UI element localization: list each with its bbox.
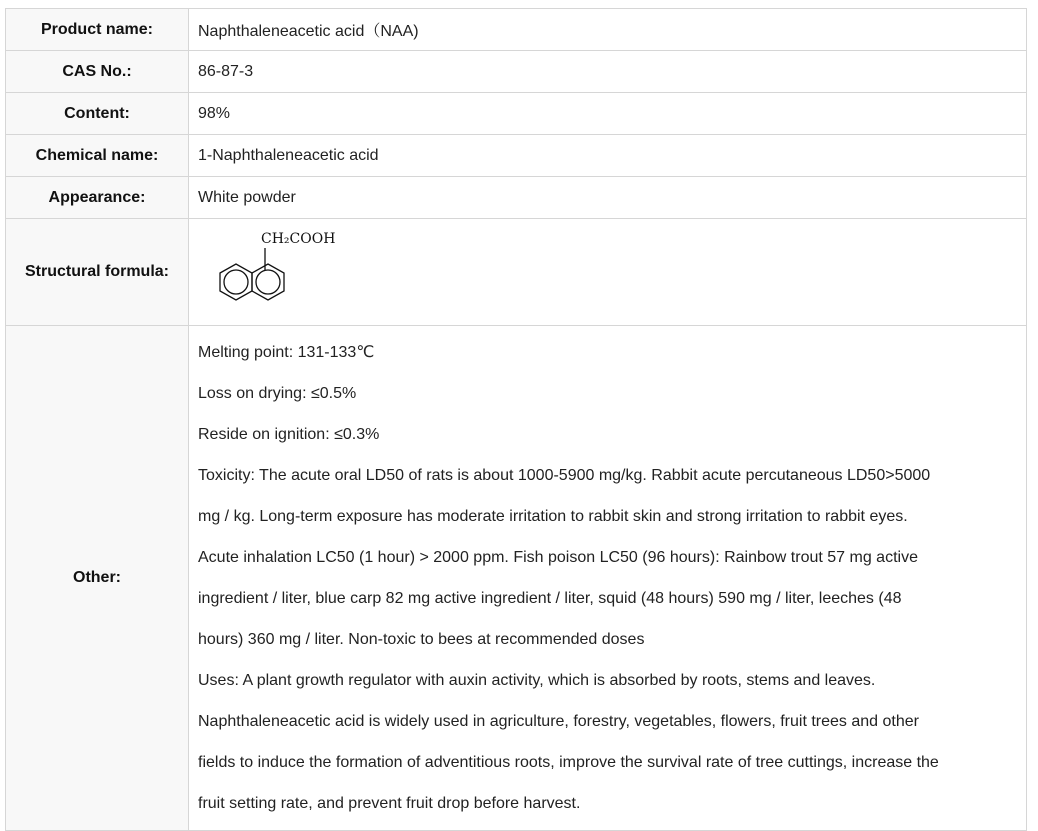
other-line: ingredient / liter, blue carp 82 mg active ingredient / liter, squid (48 hours) 590 mg / liter, leeches (48 <box>198 590 902 607</box>
other-line: Uses: A plant growth regulator with auxin activity, which is absorbed by roots, stems and leaves. <box>198 672 876 689</box>
naphthalene-structure-icon <box>198 222 348 322</box>
product-spec-table <box>5 8 1027 831</box>
appearance-value: White powder <box>189 177 1027 219</box>
chemical-name-label: Chemical name: <box>6 135 189 177</box>
other-line: Loss on drying: ≤0.5% <box>198 385 357 402</box>
row-other <box>6 326 1027 831</box>
content-value: 98% <box>189 93 1027 135</box>
formula-substituent-text: CH₂COOH <box>261 231 336 247</box>
row-content <box>6 93 1027 135</box>
structural-formula-cell <box>189 219 1027 326</box>
other-line: Acute inhalation LC50 (1 hour) > 2000 ppm. Fish poison LC50 (96 hours): Rainbow trout 57 mg active <box>198 549 918 566</box>
other-line: fruit setting rate, and prevent fruit drop before harvest. <box>198 795 581 812</box>
other-line: Naphthaleneacetic acid is widely used in agriculture, forestry, vegetables, flowers, fruit trees and other <box>198 713 919 730</box>
row-appearance <box>6 177 1027 219</box>
other-label: Other: <box>6 326 189 831</box>
row-structural-formula <box>6 219 1027 326</box>
row-cas-no <box>6 51 1027 93</box>
other-value <box>189 326 1027 831</box>
content-label: Content: <box>6 93 189 135</box>
structural-formula-label: Structural formula: <box>6 219 189 326</box>
other-line: Melting point: 131-133℃ <box>198 344 375 361</box>
chemical-name-value: 1-Naphthaleneacetic acid <box>189 135 1027 177</box>
other-line: Toxicity: The acute oral LD50 of rats is about 1000-5900 mg/kg. Rabbit acute percutaneous LD50>5000 <box>198 467 931 484</box>
cas-no-value: 86-87-3 <box>189 51 1027 93</box>
product-name-value: Naphthaleneacetic acid（NAA) <box>189 9 1027 51</box>
row-chemical-name <box>6 135 1027 177</box>
other-line: mg / kg. Long-term exposure has moderate irritation to rabbit skin and strong irritation to rabbit eyes. <box>198 508 908 525</box>
other-line: hours) 360 mg / liter. Non-toxic to bees at recommended doses <box>198 631 645 648</box>
cas-no-label: CAS No.: <box>6 51 189 93</box>
row-product-name <box>6 9 1027 51</box>
structural-formula-image <box>198 222 348 322</box>
appearance-label: Appearance: <box>6 177 189 219</box>
other-line: Reside on ignition: ≤0.3% <box>198 426 380 443</box>
product-name-label: Product name: <box>6 9 189 51</box>
other-line: fields to induce the formation of adventitious roots, improve the survival rate of tree cuttings, increase the <box>198 754 939 771</box>
